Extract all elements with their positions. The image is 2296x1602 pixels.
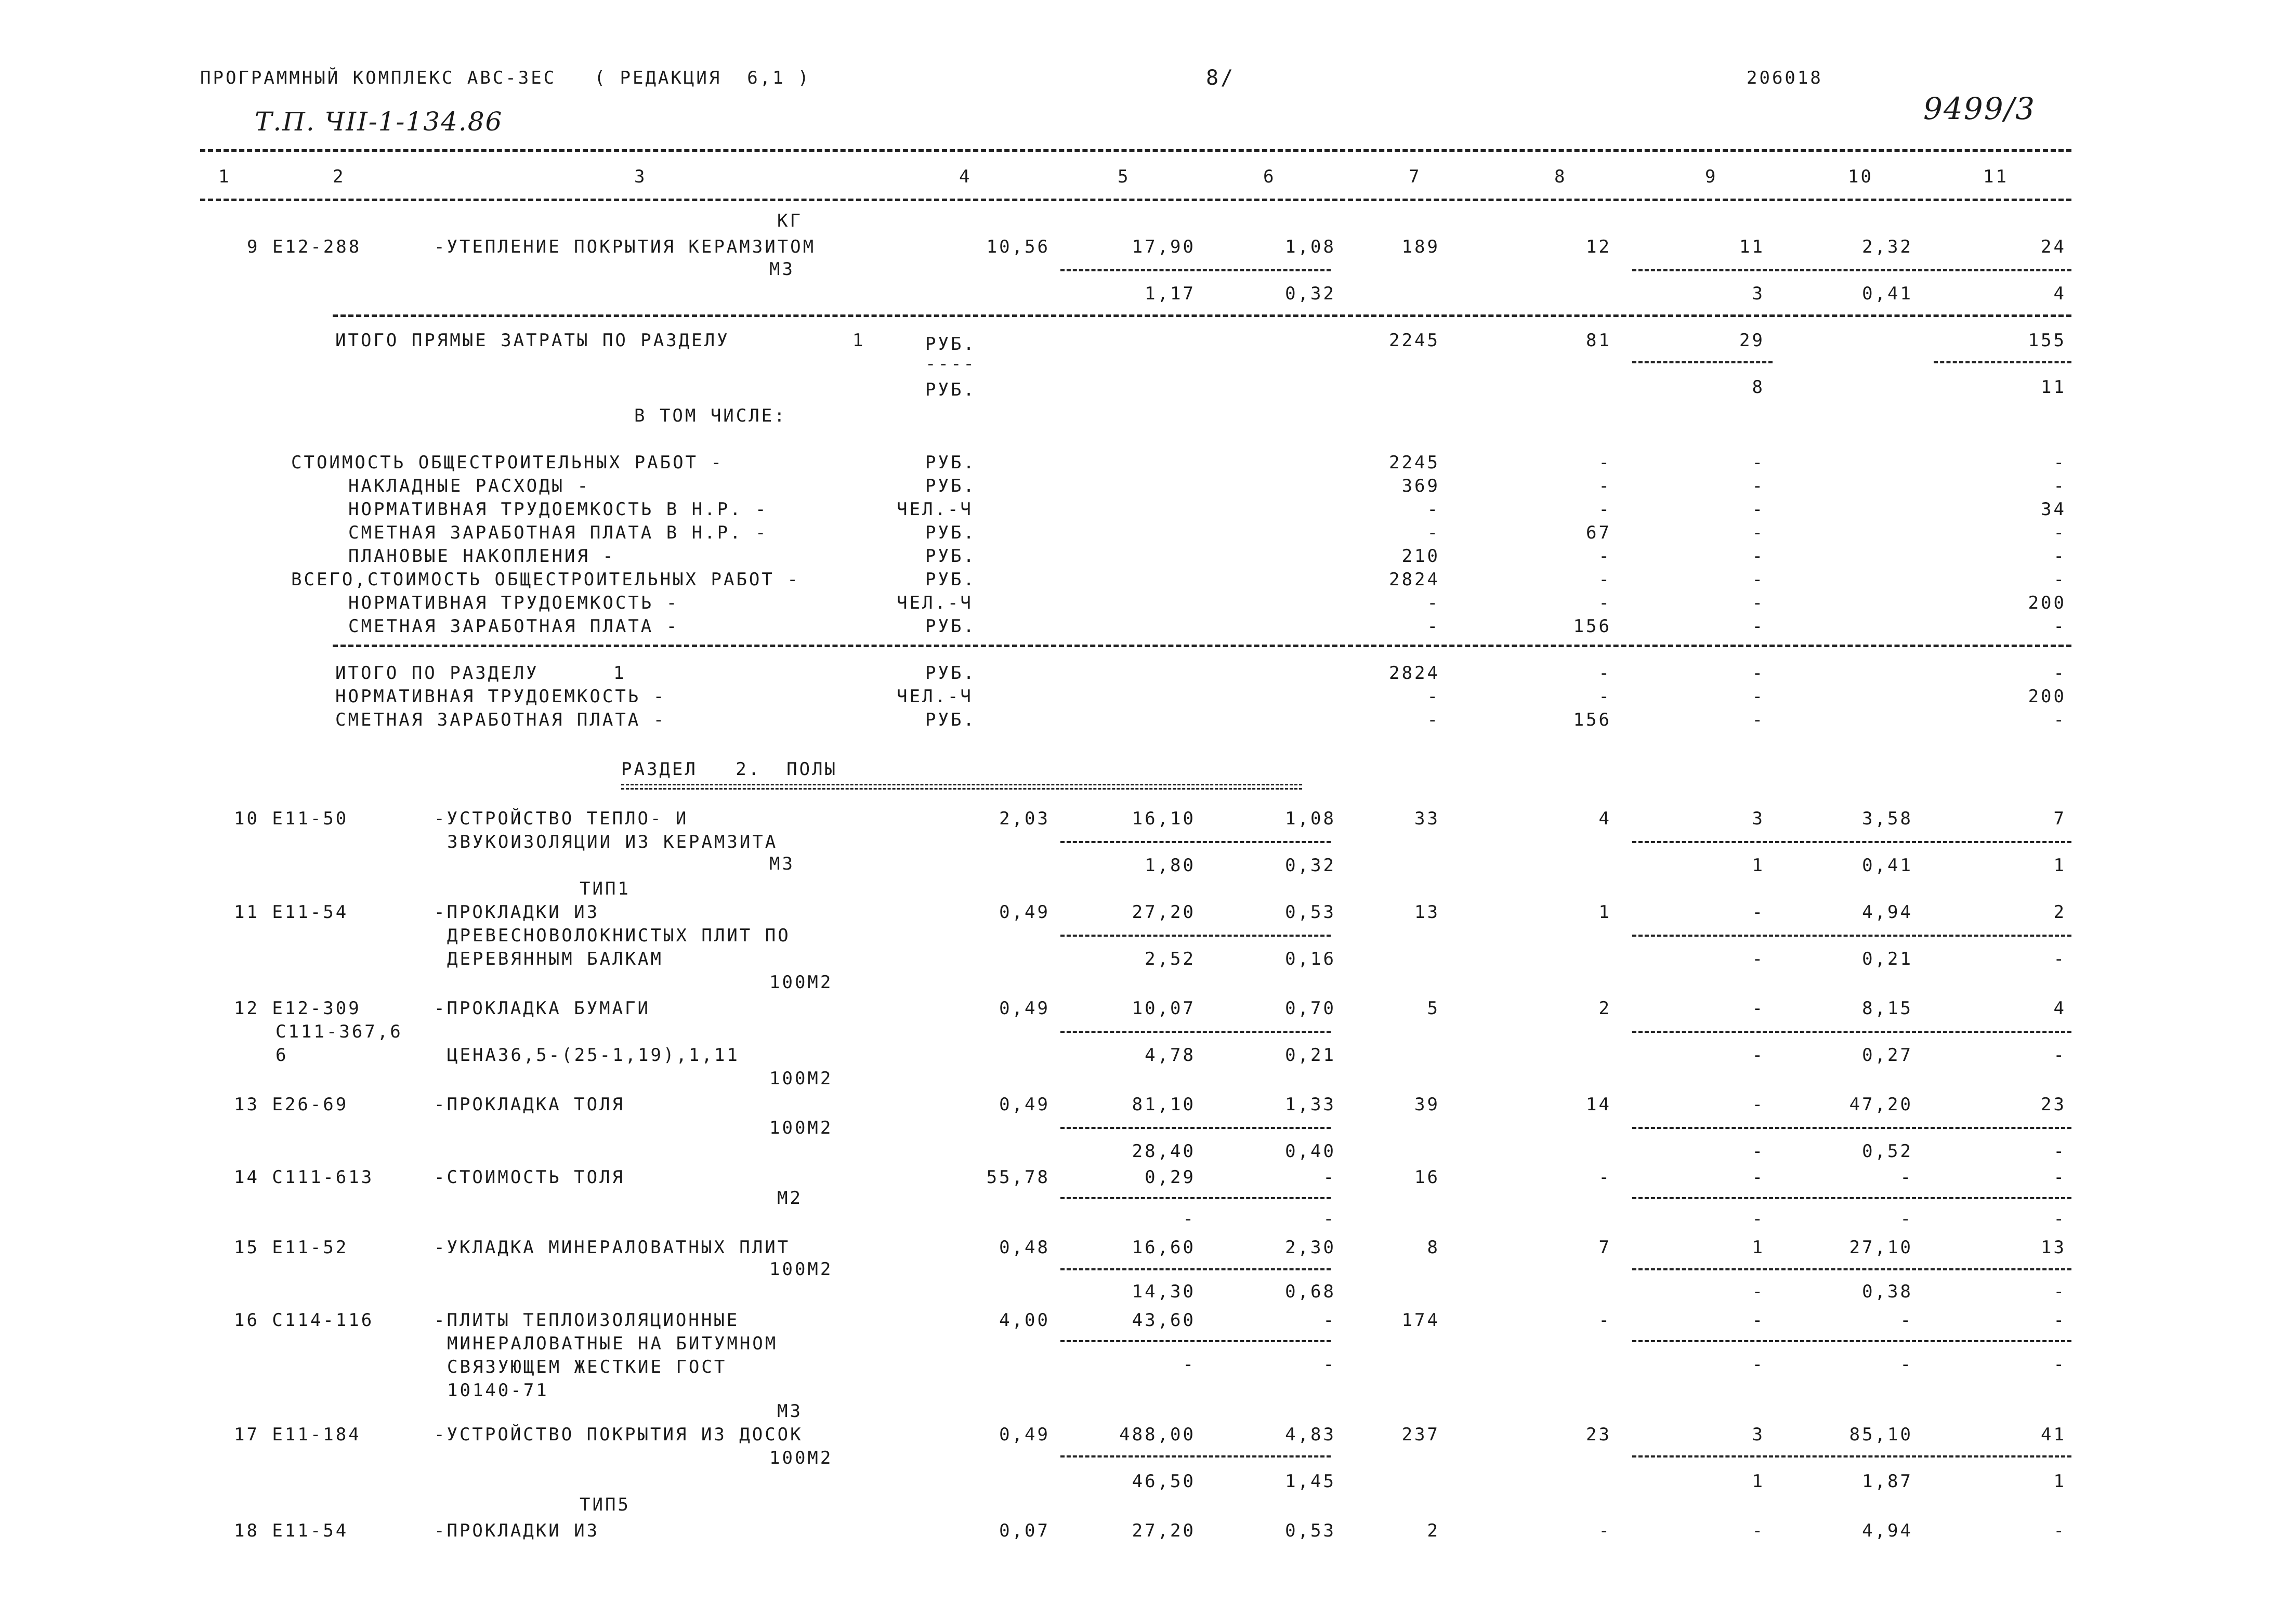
cell-11: 41: [2041, 1424, 2066, 1445]
cell-8: 81: [1586, 330, 1611, 351]
cell-9b: 3: [1752, 283, 1765, 304]
unit: РУБ.: [925, 663, 976, 684]
cell-11b: -: [2053, 1045, 2066, 1066]
cell-10: 3,58: [1862, 808, 1913, 829]
unit: РУБ.: [925, 476, 976, 496]
cell-8: 12: [1586, 237, 1611, 257]
row-name: -УТЕПЛЕНИЕ ПОКРЫТИЯ КЕРАМЗИТОМ: [434, 237, 816, 257]
cell-8: 14: [1586, 1094, 1611, 1115]
cell-8: -: [1598, 1167, 1611, 1188]
col-11: 11: [1983, 166, 2009, 187]
cell-5b: 1,17: [1145, 283, 1196, 304]
cell-10: 4,94: [1862, 902, 1913, 923]
cell-11b: 1: [2053, 855, 2066, 876]
cell-5: 27,20: [1132, 902, 1196, 923]
cell-8: 1: [1598, 902, 1611, 923]
cell-5b: 28,40: [1132, 1141, 1196, 1162]
cell-4: 0,49: [999, 1094, 1050, 1115]
unit: КГ: [777, 211, 803, 231]
cell-7: -: [1427, 686, 1440, 707]
cell-7: 13: [1414, 902, 1440, 923]
cell-9b: -: [1752, 1141, 1765, 1162]
cell-7: -: [1427, 522, 1440, 543]
rule: [1060, 841, 1331, 843]
cell-10b: -: [1900, 1209, 1913, 1229]
cell-6b: 0,21: [1285, 1045, 1336, 1066]
cell-7: 16: [1414, 1167, 1440, 1188]
cell-11: -: [2053, 522, 2066, 543]
cell-7: 8: [1427, 1237, 1440, 1258]
cell-8: -: [1598, 663, 1611, 684]
cell-5: 10,07: [1132, 998, 1196, 1019]
cell-11: 34: [2041, 499, 2066, 520]
cell-9: -: [1752, 902, 1765, 923]
unit: РУБ.: [925, 379, 976, 400]
type-label: ТИП5: [580, 1494, 631, 1515]
rule: [200, 199, 2071, 201]
row-price: ЦЕНА36,5-(25-1,19),1,11: [447, 1045, 740, 1066]
col-9: 9: [1705, 166, 1718, 187]
cell-5: 17,90: [1132, 237, 1196, 257]
cell-4: 0,49: [999, 902, 1050, 923]
cell-6: 0,70: [1285, 998, 1336, 1019]
cell-8: 156: [1573, 710, 1611, 730]
cell-10: 8,15: [1862, 998, 1913, 1019]
cell-5b: 4,78: [1145, 1045, 1196, 1066]
page-number: 8/: [1206, 66, 1236, 90]
unit: 100М2: [769, 1259, 833, 1280]
cell-6: -: [1323, 1167, 1336, 1188]
label-labor: НОРМАТИВНАЯ ТРУДОЕМКОСТЬ -: [335, 686, 666, 707]
unit: 100М2: [769, 972, 833, 993]
cell-7: 39: [1414, 1094, 1440, 1115]
cell-9: -: [1752, 1167, 1765, 1188]
col-7: 7: [1409, 166, 1422, 187]
rule: [333, 314, 2071, 317]
cell-4: 55,78: [986, 1167, 1050, 1188]
unit-dash: ----: [925, 353, 976, 374]
row-name: -ПРОКЛАДКИ ИЗ: [434, 1520, 600, 1541]
cell-11: 200: [2028, 593, 2066, 613]
row-name: ЗВУКОИЗОЛЯЦИИ ИЗ КЕРАМЗИТА: [447, 832, 778, 852]
rule: [1632, 841, 2071, 843]
cell-7: 369: [1401, 476, 1440, 496]
rule: [1632, 1340, 2071, 1342]
cell-11b: 1: [2053, 1471, 2066, 1492]
cell-10b: 0,41: [1862, 855, 1913, 876]
cell-7: 174: [1401, 1310, 1440, 1331]
row-name: -ПЛИТЫ ТЕПЛОИЗОЛЯЦИОННЫЕ: [434, 1310, 740, 1331]
double-rule: [621, 788, 1302, 790]
cell-9: -: [1752, 710, 1765, 730]
unit: М3: [769, 259, 795, 280]
unit: РУБ.: [925, 334, 976, 354]
cell-9: -: [1752, 686, 1765, 707]
cell-8: -: [1598, 569, 1611, 590]
cell-8: -: [1598, 546, 1611, 567]
cell-11b: 4: [2053, 283, 2066, 304]
cell-5b: 14,30: [1132, 1281, 1196, 1302]
cell-5: 81,10: [1132, 1094, 1196, 1115]
cell-6: 1,08: [1285, 808, 1336, 829]
cell-9: -: [1752, 593, 1765, 613]
label-s2: НАКЛАДНЫЕ РАСХОДЫ -: [348, 476, 590, 496]
col-2: 2: [333, 166, 346, 187]
cell-5: 16,10: [1132, 808, 1196, 829]
cell-10: -: [1900, 1310, 1913, 1331]
rule: [1060, 1197, 1331, 1199]
cell-11: -: [2053, 710, 2066, 730]
rule: [1632, 1268, 2071, 1270]
cell-9b: -: [1752, 1209, 1765, 1229]
label-s6: ВСЕГО,СТОИМОСТЬ ОБЩЕСТРОИТЕЛЬНЫХ РАБОТ -: [291, 569, 800, 590]
cell-11: 7: [2053, 808, 2066, 829]
cell-8: 4: [1598, 808, 1611, 829]
cell-7: 237: [1401, 1424, 1440, 1445]
cell-9b: -: [1752, 1281, 1765, 1302]
cell-6b: 0,32: [1285, 283, 1336, 304]
cell-7: 2245: [1389, 330, 1440, 351]
cell-9: -: [1752, 663, 1765, 684]
program-header: ПРОГРАММНЫЙ КОМПЛЕКС АВС-3ЕС ( РЕДАКЦИЯ 6,1 ): [200, 68, 811, 88]
row-code: 18 Е11-54: [234, 1520, 349, 1541]
cell-6: 0,53: [1285, 1520, 1336, 1541]
cell-11b: 11: [2041, 377, 2066, 398]
rule: [1632, 1197, 2071, 1199]
cell-9: 11: [1739, 237, 1765, 257]
cell-8: -: [1598, 593, 1611, 613]
cell-8: -: [1598, 452, 1611, 473]
cell-8: -: [1598, 686, 1611, 707]
cell-5b: -: [1183, 1209, 1196, 1229]
cell-6b: 0,16: [1285, 949, 1336, 969]
rule: [1060, 935, 1331, 937]
cell-11b: -: [2053, 1281, 2066, 1302]
cell-11: -: [2053, 616, 2066, 637]
unit: М3: [769, 853, 795, 874]
col-5: 5: [1118, 166, 1131, 187]
cell-5b: 1,80: [1145, 855, 1196, 876]
cell-9: -: [1752, 616, 1765, 637]
cell-11: 13: [2041, 1237, 2066, 1258]
cell-9: -: [1752, 1520, 1765, 1541]
cell-8: -: [1598, 1310, 1611, 1331]
row-code-3: 6: [275, 1045, 288, 1066]
cell-11b: -: [2053, 1209, 2066, 1229]
cell-7: 33: [1414, 808, 1440, 829]
cell-7: -: [1427, 710, 1440, 730]
label-s7: НОРМАТИВНАЯ ТРУДОЕМКОСТЬ -: [348, 593, 679, 613]
cell-6b: 0,40: [1285, 1141, 1336, 1162]
cell-10: 2,32: [1862, 237, 1913, 257]
cell-9b: -: [1752, 1354, 1765, 1375]
cell-11: 4: [2053, 998, 2066, 1019]
unit: ЧЕЛ.-Ч: [897, 499, 973, 520]
cell-5b: -: [1183, 1354, 1196, 1375]
cell-10: 47,20: [1849, 1094, 1913, 1115]
cell-9b: -: [1752, 949, 1765, 969]
row-name: МИНЕРАЛОВАТНЫЕ НА БИТУМНОМ: [447, 1333, 778, 1354]
cell-7: 2824: [1389, 569, 1440, 590]
row-name: -ПРОКЛАДКА БУМАГИ: [434, 998, 650, 1019]
unit: РУБ.: [925, 710, 976, 730]
totals-label: ИТОГО ПРЯМЫЕ ЗАТРАТЫ ПО РАЗДЕЛУ: [335, 330, 730, 351]
unit: ЧЕЛ.-Ч: [897, 593, 973, 613]
cell-7: 189: [1401, 237, 1440, 257]
row-name: ДРЕВЕСНОВОЛОКНИСТЫХ ПЛИТ ПО: [447, 925, 791, 946]
cell-11: 155: [2028, 330, 2066, 351]
cell-11: -: [2053, 1520, 2066, 1541]
cell-4: 0,48: [999, 1237, 1050, 1258]
cell-6b: 0,68: [1285, 1281, 1336, 1302]
row-name: -ПРОКЛАДКА ТОЛЯ: [434, 1094, 625, 1115]
rule: [1060, 1127, 1331, 1129]
cell-5b: 46,50: [1132, 1471, 1196, 1492]
cell-6b: -: [1323, 1354, 1336, 1375]
cell-4: 0,07: [999, 1520, 1050, 1541]
cell-5b: 2,52: [1145, 949, 1196, 969]
cell-4: 4,00: [999, 1310, 1050, 1331]
cell-10b: -: [1900, 1354, 1913, 1375]
cell-9: -: [1752, 452, 1765, 473]
row-code: 13 Е26-69: [234, 1094, 349, 1115]
row-name: -УКЛАДКА МИНЕРАЛОВАТНЫХ ПЛИТ: [434, 1237, 791, 1258]
cell-6: 2,30: [1285, 1237, 1336, 1258]
unit: 100М2: [769, 1118, 833, 1138]
cell-4: 2,03: [999, 808, 1050, 829]
cell-9: -: [1752, 998, 1765, 1019]
rule: [1632, 361, 1773, 363]
cell-9: 1: [1752, 1237, 1765, 1258]
cell-5: 27,20: [1132, 1520, 1196, 1541]
cell-9b: -: [1752, 1045, 1765, 1066]
cell-11: 23: [2041, 1094, 2066, 1115]
cell-8: 7: [1598, 1237, 1611, 1258]
cell-6: -: [1323, 1310, 1336, 1331]
row-code: 10 Е11-50: [234, 808, 349, 829]
cell-9: -: [1752, 522, 1765, 543]
cell-8: -: [1598, 1520, 1611, 1541]
row-name: 10140-71: [447, 1380, 549, 1401]
unit: РУБ.: [925, 569, 976, 590]
col-8: 8: [1554, 166, 1567, 187]
cell-11: -: [2053, 569, 2066, 590]
label-s8: СМЕТНАЯ ЗАРАБОТНАЯ ПЛАТА -: [348, 616, 679, 637]
row-name: -УСТРОЙСТВО ПОКРЫТИЯ ИЗ ДОСОК: [434, 1424, 803, 1445]
cell-10b: 0,27: [1862, 1045, 1913, 1066]
unit: РУБ.: [925, 522, 976, 543]
row-code: 17 Е11-184: [234, 1424, 361, 1445]
cell-5: 43,60: [1132, 1310, 1196, 1331]
cell-7: -: [1427, 616, 1440, 637]
cell-10b: 1,87: [1862, 1471, 1913, 1492]
cell-11: -: [2053, 1167, 2066, 1188]
row-name: -СТОИМОСТЬ ТОЛЯ: [434, 1167, 625, 1188]
cell-9: 3: [1752, 808, 1765, 829]
cell-4: 0,49: [999, 1424, 1050, 1445]
cell-9: -: [1752, 1094, 1765, 1115]
cell-7: 210: [1401, 546, 1440, 567]
cell-6: 1,33: [1285, 1094, 1336, 1115]
totals-label: ИТОГО ПО РАЗДЕЛУ: [335, 663, 539, 684]
cell-8: -: [1598, 499, 1611, 520]
cell-9b: 8: [1752, 377, 1765, 398]
cell-11: 24: [2041, 237, 2066, 257]
rule: [1060, 1031, 1331, 1033]
unit: РУБ.: [925, 546, 976, 567]
cell-9b: 1: [1752, 1471, 1765, 1492]
cell-11: 2: [2053, 902, 2066, 923]
cell-7: -: [1427, 499, 1440, 520]
rule: [200, 149, 2071, 152]
row-name: -УСТРОЙСТВО ТЕПЛО- И: [434, 808, 689, 829]
label-s4: СМЕТНАЯ ЗАРАБОТНАЯ ПЛАТА В Н.Р. -: [348, 522, 768, 543]
cell-9b: 1: [1752, 855, 1765, 876]
cell-9: -: [1752, 546, 1765, 567]
label-s1: СТОИМОСТЬ ОБЩЕСТРОИТЕЛЬНЫХ РАБОТ -: [291, 452, 724, 473]
cell-6b: 1,45: [1285, 1471, 1336, 1492]
cell-4: 10,56: [986, 237, 1050, 257]
row-code: 15 Е11-52: [234, 1237, 349, 1258]
unit: М2: [777, 1188, 803, 1209]
cell-9: -: [1752, 1310, 1765, 1331]
cell-10: 4,94: [1862, 1520, 1913, 1541]
cell-9: 29: [1739, 330, 1765, 351]
unit: 100М2: [769, 1448, 833, 1468]
row-code: 14 С111-613: [234, 1167, 374, 1188]
cell-8: 23: [1586, 1424, 1611, 1445]
cell-5: 16,60: [1132, 1237, 1196, 1258]
row-code: 12 Е12-309: [234, 998, 361, 1019]
cell-9: -: [1752, 476, 1765, 496]
cell-5: 488,00: [1119, 1424, 1196, 1445]
rule: [1632, 1031, 2071, 1033]
cell-10b: 0,21: [1862, 949, 1913, 969]
col-4: 4: [959, 166, 972, 187]
project-code-handwritten: Т.П. ЧII-1-134.86: [255, 107, 503, 137]
cell-9: 3: [1752, 1424, 1765, 1445]
cell-11: -: [2053, 476, 2066, 496]
cell-7: 2: [1427, 1520, 1440, 1541]
label-wage: СМЕТНАЯ ЗАРАБОТНАЯ ПЛАТА -: [335, 710, 666, 730]
double-rule: [621, 784, 1302, 785]
cell-11: -: [2053, 452, 2066, 473]
cell-8: 156: [1573, 616, 1611, 637]
cell-10b: 0,52: [1862, 1141, 1913, 1162]
in-that-number: В ТОМ ЧИСЛЕ:: [634, 405, 787, 426]
unit: М3: [777, 1401, 803, 1422]
cell-10: 85,10: [1849, 1424, 1913, 1445]
cell-8: 67: [1586, 522, 1611, 543]
row-code: 16 С114-116: [234, 1310, 374, 1331]
cell-9: -: [1752, 569, 1765, 590]
rule: [1632, 935, 2071, 937]
cell-11b: -: [2053, 1354, 2066, 1375]
rule: [1060, 269, 1331, 271]
cell-8: 2: [1598, 998, 1611, 1019]
cell-7: 2245: [1389, 452, 1440, 473]
cell-5: 0,29: [1145, 1167, 1196, 1188]
type-label: ТИП1: [580, 878, 631, 899]
cell-6b: 0,32: [1285, 855, 1336, 876]
rule: [1060, 1340, 1331, 1342]
cell-11: -: [2053, 663, 2066, 684]
section-num: 1: [852, 330, 865, 351]
cell-7: 5: [1427, 998, 1440, 1019]
unit: РУБ.: [925, 452, 976, 473]
col-1: 1: [218, 166, 231, 187]
rule: [1060, 1455, 1331, 1457]
cell-10: 27,10: [1849, 1237, 1913, 1258]
rule: [1934, 361, 2071, 363]
unit: 100М2: [769, 1068, 833, 1089]
label-s3: НОРМАТИВНАЯ ТРУДОЕМКОСТЬ В Н.Р. -: [348, 499, 768, 520]
col-3: 3: [634, 166, 647, 187]
cell-9: -: [1752, 499, 1765, 520]
row-code-2: С111-367,6: [275, 1021, 403, 1042]
row-code: 9 Е12-288: [247, 237, 362, 257]
unit: РУБ.: [925, 616, 976, 637]
row-name: ДЕРЕВЯННЫМ БАЛКАМ: [447, 949, 663, 969]
cell-7: -: [1427, 593, 1440, 613]
cell-6b: -: [1323, 1209, 1336, 1229]
cell-10: -: [1900, 1167, 1913, 1188]
cell-10b: 0,41: [1862, 283, 1913, 304]
rule: [1632, 1455, 2071, 1457]
cell-6: 4,83: [1285, 1424, 1336, 1445]
rule: [1060, 1268, 1331, 1270]
col-6: 6: [1263, 166, 1276, 187]
cell-6: 1,08: [1285, 237, 1336, 257]
cell-10b: 0,38: [1862, 1281, 1913, 1302]
label-s5: ПЛАНОВЫЕ НАКОПЛЕНИЯ -: [348, 546, 615, 567]
cell-11: -: [2053, 1310, 2066, 1331]
cell-11b: -: [2053, 949, 2066, 969]
row-code: 11 Е11-54: [234, 902, 349, 923]
cell-11b: -: [2053, 1141, 2066, 1162]
rule: [1632, 269, 2071, 271]
cell-6: 0,53: [1285, 902, 1336, 923]
rule: [1632, 1127, 2071, 1129]
col-10: 10: [1848, 166, 1873, 187]
cell-4: 0,49: [999, 998, 1050, 1019]
cell-8: -: [1598, 476, 1611, 496]
archive-stamp-handwritten: 9499/3: [1923, 91, 2036, 126]
row-name: СВЯЗУЮЩЕМ ЖЕСТКИЕ ГОСТ: [447, 1357, 727, 1377]
unit: ЧЕЛ.-Ч: [897, 686, 973, 707]
section-num: 1: [613, 663, 626, 684]
row-name: -ПРОКЛАДКИ ИЗ: [434, 902, 600, 923]
cell-11: 200: [2028, 686, 2066, 707]
doc-number: 206018: [1747, 68, 1823, 88]
section-title: РАЗДЕЛ 2. ПОЛЫ: [621, 759, 837, 780]
cell-11: -: [2053, 546, 2066, 567]
cell-7: 2824: [1389, 663, 1440, 684]
rule: [333, 645, 2071, 647]
